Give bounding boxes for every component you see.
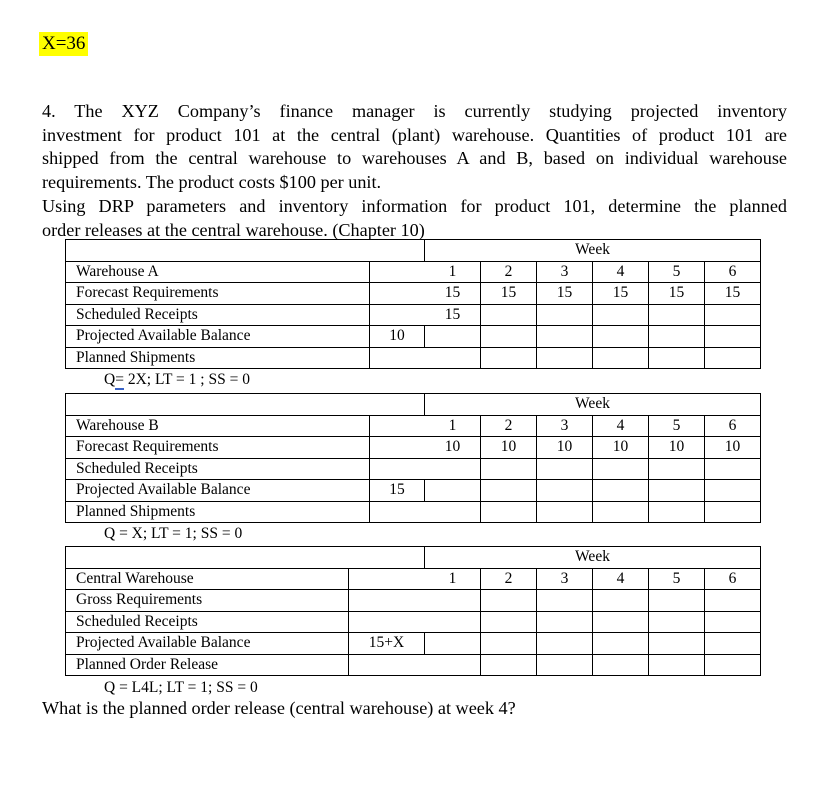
row-label: Scheduled Receipts (66, 611, 349, 633)
value-cell (593, 501, 649, 523)
header-blank (349, 547, 425, 569)
value-cell: 15 (481, 283, 537, 305)
blank-cell (349, 654, 425, 676)
value-cell (705, 480, 761, 502)
value-cell (481, 590, 537, 612)
row-label: Planned Order Release (66, 654, 349, 676)
blank-cell (349, 590, 425, 612)
value-cell (593, 654, 649, 676)
value-cell (425, 326, 481, 348)
week-number: 6 (705, 261, 761, 283)
param-q: Q (104, 371, 116, 388)
week-number: 1 (425, 415, 481, 437)
value-cell (593, 304, 649, 326)
problem-line-2: investment for product 101 at the central (plant) warehouse. Quantities of product 101 are (42, 124, 787, 145)
problem-line-4: requirements. The product costs $100 per unit. (42, 172, 382, 193)
value-cell (649, 347, 705, 369)
param-rest: 2X; LT = 1 ; SS = 0 (123, 371, 250, 388)
value-cell (593, 458, 649, 480)
header-blank (370, 394, 425, 416)
value-cell (537, 458, 593, 480)
value-cell (425, 458, 481, 480)
value-cell (425, 633, 481, 655)
week-number: 3 (537, 415, 593, 437)
row-label: Planned Shipments (66, 501, 370, 523)
week-number: 2 (481, 568, 537, 590)
blank-cell (370, 283, 425, 305)
row-label: Projected Available Balance (66, 326, 370, 348)
blank-cell (370, 415, 425, 437)
value-cell (537, 633, 593, 655)
week-header: Week (425, 547, 761, 569)
value-cell (481, 304, 537, 326)
value-cell: 10 (481, 437, 537, 459)
value-cell (537, 501, 593, 523)
value-cell: 15 (425, 304, 481, 326)
value-cell (705, 633, 761, 655)
value-cell: 10 (537, 437, 593, 459)
value-cell (593, 633, 649, 655)
week-number: 5 (649, 415, 705, 437)
row-label: Projected Available Balance (66, 480, 370, 502)
problem-line-1: 4. The XYZ Company’s finance manager is currently studying projected inventory (42, 101, 787, 121)
value-cell (593, 590, 649, 612)
value-cell (593, 347, 649, 369)
week-number: 5 (649, 261, 705, 283)
value-cell: 15 (593, 283, 649, 305)
week-number: 4 (593, 261, 649, 283)
row-label: Scheduled Receipts (66, 458, 370, 480)
value-cell (649, 654, 705, 676)
value-cell: 10 (425, 437, 481, 459)
value-cell (425, 611, 481, 633)
initial-balance: 10 (370, 326, 425, 348)
row-label: Scheduled Receipts (66, 304, 370, 326)
blank-cell (370, 347, 425, 369)
value-cell (705, 347, 761, 369)
week-number: 6 (705, 415, 761, 437)
week-header: Week (425, 394, 761, 416)
value-cell (649, 304, 705, 326)
value-cell (537, 590, 593, 612)
table-title: Central Warehouse (66, 568, 349, 590)
value-cell: 10 (705, 437, 761, 459)
week-number: 1 (425, 261, 481, 283)
value-cell (481, 611, 537, 633)
header-blank (370, 240, 425, 262)
param-equals: = (115, 371, 124, 388)
value-cell (425, 480, 481, 502)
header-blank (66, 240, 370, 262)
row-label: Gross Requirements (66, 590, 349, 612)
value-cell (481, 633, 537, 655)
value-cell: 15 (537, 283, 593, 305)
week-number: 4 (593, 415, 649, 437)
value-cell (537, 304, 593, 326)
value-cell (481, 458, 537, 480)
value-cell (537, 654, 593, 676)
week-number: 6 (705, 568, 761, 590)
value-cell (481, 326, 537, 348)
value-cell (537, 326, 593, 348)
week-number: 2 (481, 415, 537, 437)
value-cell (593, 611, 649, 633)
value-cell (481, 654, 537, 676)
value-cell (705, 611, 761, 633)
value-cell (481, 347, 537, 369)
value-cell (481, 501, 537, 523)
central-warehouse-table (65, 546, 761, 676)
value-cell (593, 326, 649, 348)
value-cell (425, 347, 481, 369)
blank-cell (370, 304, 425, 326)
value-cell (649, 458, 705, 480)
week-number: 1 (425, 568, 481, 590)
value-cell (705, 458, 761, 480)
value-cell (481, 480, 537, 502)
blank-cell (370, 501, 425, 523)
value-cell (425, 654, 481, 676)
blank-cell (370, 437, 425, 459)
blank-cell (349, 568, 425, 590)
warehouse-a-table (65, 239, 761, 369)
value-cell (705, 326, 761, 348)
value-cell: 10 (649, 437, 705, 459)
value-cell (649, 501, 705, 523)
row-label: Forecast Requirements (66, 283, 370, 305)
x-value-highlight: X=36 (39, 32, 88, 56)
warehouse-a-parameters (104, 371, 250, 389)
table-title: Warehouse B (66, 415, 370, 437)
initial-balance: 15+X (349, 633, 425, 655)
value-cell: 15 (425, 283, 481, 305)
value-cell (649, 480, 705, 502)
question-text: What is the planned order release (central warehouse) at week 4? (42, 698, 516, 718)
week-number: 2 (481, 261, 537, 283)
value-cell: 10 (593, 437, 649, 459)
week-number: 3 (537, 261, 593, 283)
blank-cell (370, 458, 425, 480)
week-number: 5 (649, 568, 705, 590)
header-blank (66, 394, 370, 416)
warehouse-b-parameters: Q = X; LT = 1; SS = 0 (104, 525, 243, 542)
value-cell (425, 501, 481, 523)
row-label: Forecast Requirements (66, 437, 370, 459)
row-label: Projected Available Balance (66, 633, 349, 655)
row-label: Planned Shipments (66, 347, 370, 369)
value-cell (537, 611, 593, 633)
problem-statement (42, 100, 787, 242)
initial-balance: 15 (370, 480, 425, 502)
value-cell (593, 480, 649, 502)
problem-line-5: Using DRP parameters and inventory information for product 101, determine the planned (42, 195, 787, 216)
problem-line-3: shipped from the central warehouse to warehouses A and B, based on individual warehouse (42, 148, 787, 169)
value-cell (705, 501, 761, 523)
week-header: Week (425, 240, 761, 262)
value-cell: 15 (705, 283, 761, 305)
value-cell (649, 611, 705, 633)
central-warehouse-parameters: Q = L4L; LT = 1; SS = 0 (104, 679, 258, 696)
value-cell: 15 (649, 283, 705, 305)
blank-cell (370, 261, 425, 283)
value-cell (705, 654, 761, 676)
blank-cell (349, 611, 425, 633)
problem-line-6: order releases at the central warehouse. (Chapter 10) (42, 219, 425, 240)
value-cell (537, 480, 593, 502)
value-cell (649, 326, 705, 348)
value-cell (425, 590, 481, 612)
value-cell (649, 590, 705, 612)
week-number: 3 (537, 568, 593, 590)
table-title: Warehouse A (66, 261, 370, 283)
warehouse-b-table (65, 393, 761, 523)
value-cell (705, 590, 761, 612)
value-cell (537, 347, 593, 369)
value-cell (705, 304, 761, 326)
header-blank (66, 547, 349, 569)
value-cell (649, 633, 705, 655)
week-number: 4 (593, 568, 649, 590)
